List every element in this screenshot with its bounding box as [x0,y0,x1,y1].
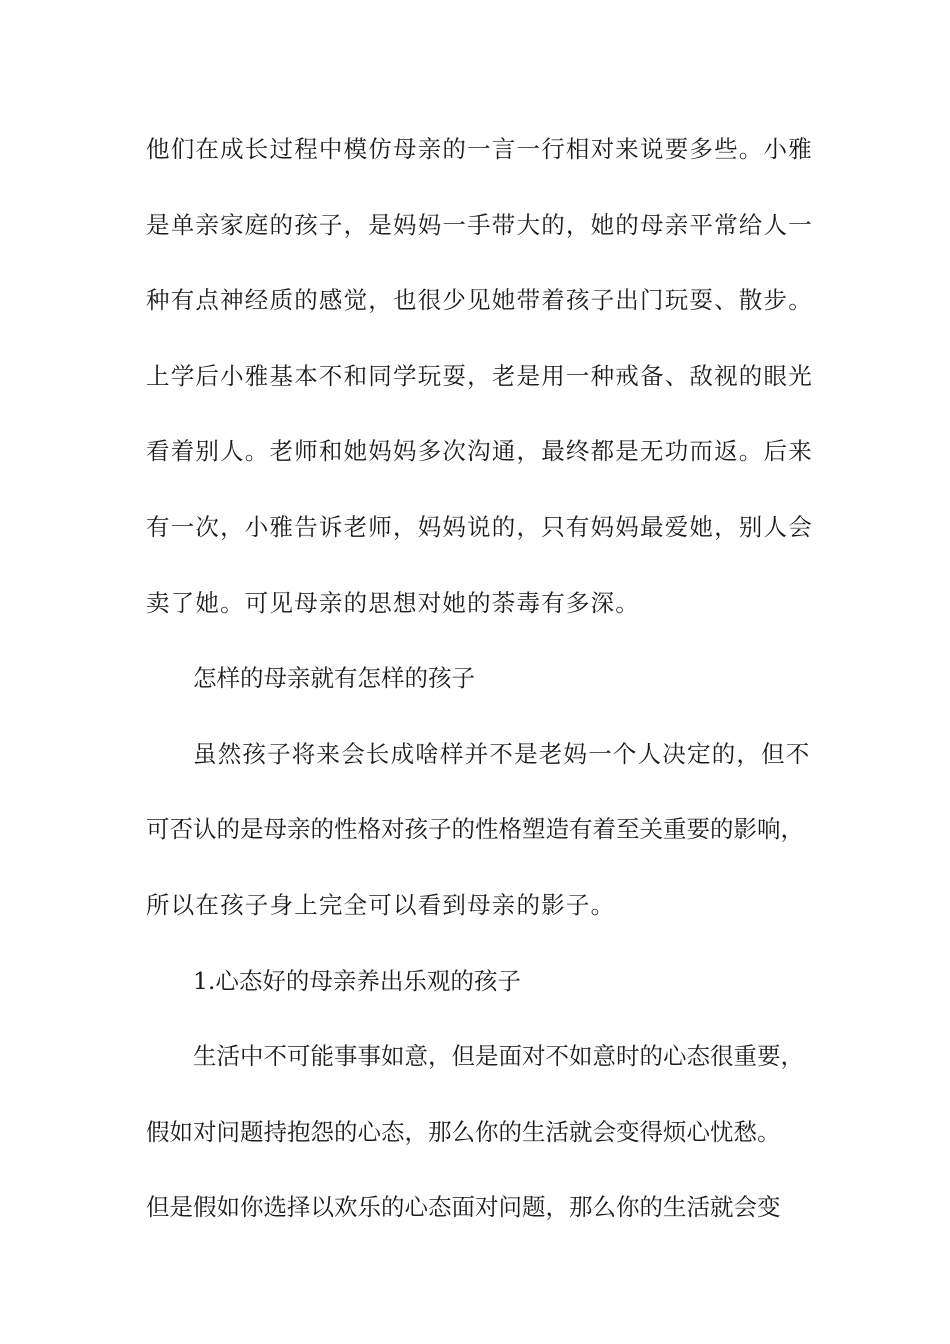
paragraph-line: 种有点神经质的感觉，也很少见她带着孩子出门玩耍、散步。 [146,286,813,315]
paragraph-line: 生活中不可能事事如意，但是面对不如意时的心态很重要， [193,1042,804,1071]
paragraph-line: 有一次，小雅告诉老师，妈妈说的，只有妈妈最爱她，别人会 [146,512,813,541]
section-heading: 怎样的母亲就有怎样的孩子 [193,664,475,693]
paragraph-line: 虽然孩子将来会长成啥样并不是老妈一个人决定的，但不 [193,739,811,768]
paragraph-line: 可否认的是母亲的性格对孩子的性格塑造有着至关重要的影响， [146,815,804,844]
paragraph-line: 但是假如你选择以欢乐的心态面对问题，那么你的生活就会变 [146,1193,781,1222]
paragraph-line: 他们在成长过程中模仿母亲的一言一行相对来说要多些。小雅 [146,135,813,163]
paragraph-line: 所以在孩子身上完全可以看到母亲的影子。 [146,890,616,919]
paragraph-line: 假如对问题持抱怨的心态，那么你的生活就会变得烦心忧愁。 [146,1117,781,1146]
paragraph-line: 看着别人。老师和她妈妈多次沟通，最终都是无功而返。后来 [146,437,813,466]
paragraph-line: 是单亲家庭的孩子，是妈妈一手带大的，她的母亲平常给人一 [146,210,813,239]
paragraph-line: 上学后小雅基本不和同学玩耍，老是用一种戒备、敌视的眼光 [146,361,813,390]
body-text [146,127,813,1261]
paragraph-line: 卖了她。可见母亲的思想对她的荼毒有多深。 [146,588,640,617]
subsection-heading: 1.心态好的母亲养出乐观的孩子 [193,966,521,995]
